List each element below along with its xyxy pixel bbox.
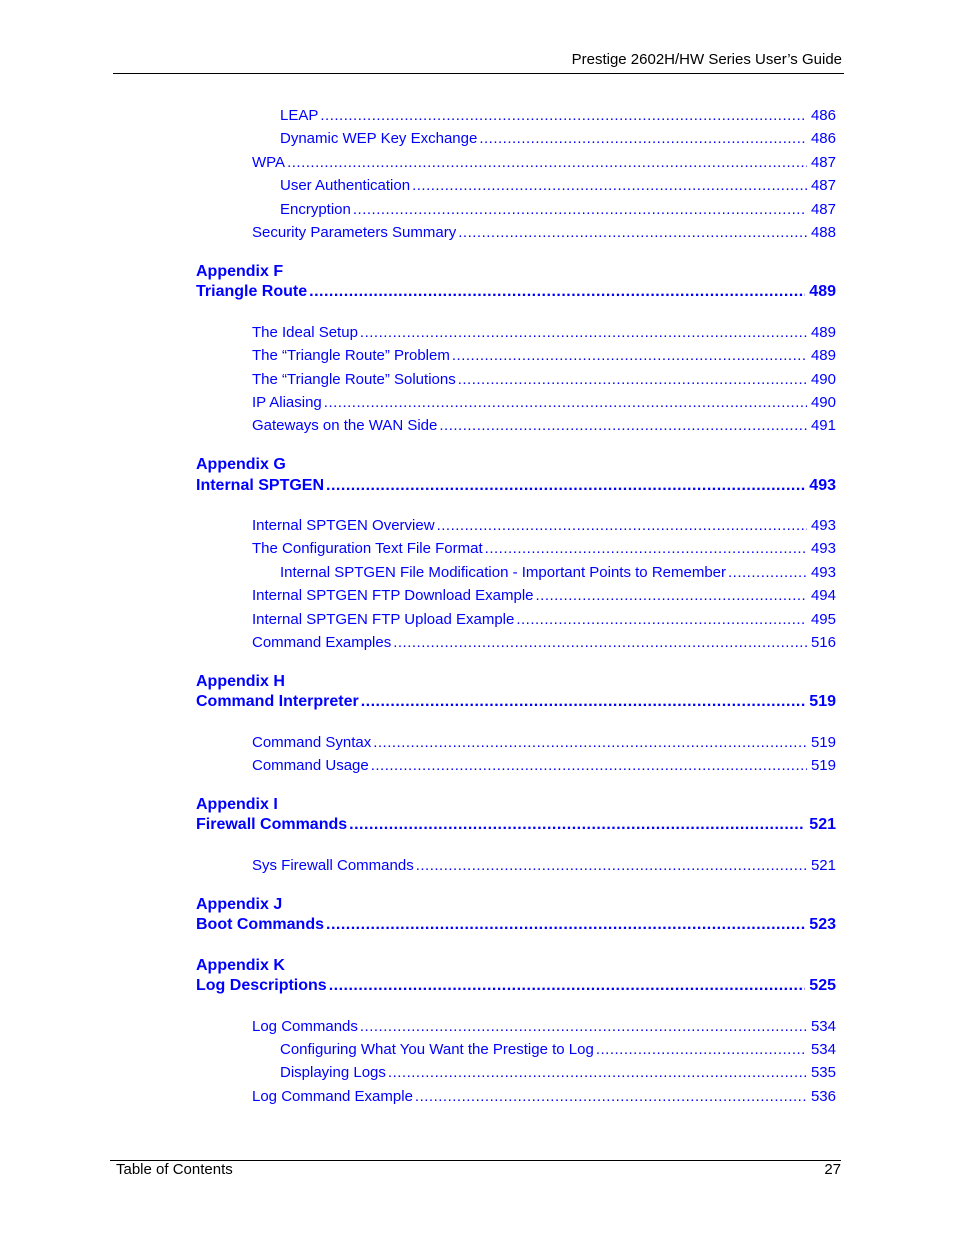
toc-entry-page: 519 bbox=[810, 757, 836, 774]
toc-entry-wpa[interactable] bbox=[252, 154, 836, 171]
appendix-h-label[interactable]: Appendix H bbox=[196, 673, 285, 690]
leader-dots bbox=[458, 371, 807, 388]
appendix-g-label[interactable]: Appendix G bbox=[196, 456, 286, 473]
toc-entry-title: Internal SPTGEN FTP Download Example bbox=[252, 587, 534, 604]
toc-entry-page: 491 bbox=[810, 417, 836, 434]
leader-dots bbox=[416, 857, 807, 874]
toc-entry-title: Internal SPTGEN Overview bbox=[252, 517, 435, 534]
leader-dots bbox=[479, 130, 807, 147]
toc-entry-title: Command Interpreter bbox=[196, 693, 359, 710]
toc-entry-sptgen-file-modification[interactable] bbox=[280, 564, 836, 581]
toc-entry-page: 488 bbox=[810, 224, 836, 241]
toc-entry-title: The Configuration Text File Format bbox=[252, 540, 483, 557]
leader-dots bbox=[516, 611, 807, 628]
toc-entry-page: 486 bbox=[810, 130, 836, 147]
toc-entry-title: User Authentication bbox=[280, 177, 411, 194]
toc-entry-page: 495 bbox=[810, 611, 836, 628]
toc-entry-page: 493 bbox=[810, 564, 836, 581]
toc-entry-encryption[interactable] bbox=[280, 201, 836, 218]
footer-page-number: 27 bbox=[824, 1161, 841, 1178]
leader-dots bbox=[360, 324, 807, 341]
leader-dots bbox=[596, 1041, 807, 1058]
toc-entry-ideal-setup[interactable] bbox=[252, 324, 836, 341]
leader-dots bbox=[458, 224, 807, 241]
toc-entry-page: 494 bbox=[810, 587, 836, 604]
toc-entry-page: 521 bbox=[809, 816, 836, 833]
toc-entry-page: 521 bbox=[810, 857, 836, 874]
toc-entry-title: LEAP bbox=[280, 107, 319, 124]
toc-entry-gateways-wan[interactable] bbox=[252, 417, 836, 434]
toc-entry-sys-firewall[interactable] bbox=[252, 857, 836, 874]
toc-entry-title: Internal SPTGEN File Modification - Important Points to Remember bbox=[280, 564, 727, 581]
toc-entry-title: Sys Firewall Commands bbox=[252, 857, 414, 874]
appendix-i-label[interactable]: Appendix I bbox=[196, 796, 278, 813]
toc-entry-page: 534 bbox=[810, 1018, 836, 1035]
toc-entry-user-authentication[interactable] bbox=[280, 177, 836, 194]
toc-entry-title: Security Parameters Summary bbox=[252, 224, 457, 241]
toc-entry-command-usage[interactable] bbox=[252, 757, 836, 774]
leader-dots bbox=[349, 816, 805, 834]
toc-entry-ftp-download[interactable] bbox=[252, 587, 836, 604]
toc-entry-title: Internal SPTGEN FTP Upload Example bbox=[252, 611, 515, 628]
toc-entry-page: 519 bbox=[810, 734, 836, 751]
toc-entry-ftp-upload[interactable] bbox=[252, 611, 836, 628]
toc-entry-page: 534 bbox=[810, 1041, 836, 1058]
toc-chapter-internal-sptgen[interactable] bbox=[196, 477, 836, 495]
toc-chapter-command-interpreter[interactable] bbox=[196, 693, 836, 711]
toc-entry-title: Command Examples bbox=[252, 634, 392, 651]
toc-entry-title: WPA bbox=[252, 154, 286, 171]
toc-entry-page: 487 bbox=[810, 201, 836, 218]
toc-entry-title: Displaying Logs bbox=[280, 1064, 386, 1081]
toc-entry-page: 535 bbox=[810, 1064, 836, 1081]
leader-dots bbox=[437, 517, 807, 534]
header-title: Prestige 2602H/HW Series User’s Guide bbox=[571, 51, 842, 68]
toc-entry-title: Dynamic WEP Key Exchange bbox=[280, 130, 478, 147]
toc-entry-page: 516 bbox=[810, 634, 836, 651]
toc-entry-title: The “Triangle Route” Solutions bbox=[252, 371, 456, 388]
toc-entry-title: Boot Commands bbox=[196, 916, 324, 933]
leader-dots bbox=[361, 693, 806, 711]
header-divider bbox=[113, 73, 844, 74]
leader-dots bbox=[485, 540, 807, 557]
toc-entry-page: 490 bbox=[810, 394, 836, 411]
leader-dots bbox=[309, 283, 805, 301]
leader-dots bbox=[728, 564, 807, 581]
toc-entry-triangle-problem[interactable] bbox=[252, 347, 836, 364]
toc-chapter-log-descriptions[interactable] bbox=[196, 977, 836, 995]
appendix-f-label[interactable]: Appendix F bbox=[196, 263, 284, 280]
toc-entry-sptgen-overview[interactable] bbox=[252, 517, 836, 534]
toc-chapter-firewall-commands[interactable] bbox=[196, 816, 836, 834]
leader-dots bbox=[439, 417, 807, 434]
toc-entry-title: Gateways on the WAN Side bbox=[252, 417, 438, 434]
toc-entry-ip-aliasing[interactable] bbox=[252, 394, 836, 411]
toc-chapter-boot-commands[interactable] bbox=[196, 916, 836, 934]
toc-entry-dynamic-wep[interactable] bbox=[280, 130, 836, 147]
toc-entry-page: 493 bbox=[809, 477, 836, 494]
leader-dots bbox=[371, 757, 807, 774]
toc-entry-command-syntax[interactable] bbox=[252, 734, 836, 751]
toc-entry-page: 486 bbox=[810, 107, 836, 124]
leader-dots bbox=[373, 734, 807, 751]
leader-dots bbox=[326, 916, 805, 934]
toc-entry-command-examples[interactable] bbox=[252, 634, 836, 651]
leader-dots bbox=[415, 1088, 807, 1105]
toc-entry-title: IP Aliasing bbox=[252, 394, 322, 411]
toc-chapter-triangle-route[interactable] bbox=[196, 283, 836, 301]
toc-entry-configuring-log[interactable] bbox=[280, 1041, 836, 1058]
leader-dots bbox=[353, 201, 807, 218]
toc-entry-title: Log Command Example bbox=[252, 1088, 413, 1105]
leader-dots bbox=[320, 107, 807, 124]
toc-entry-page: 487 bbox=[810, 177, 836, 194]
leader-dots bbox=[388, 1064, 807, 1081]
toc-entry-page: 525 bbox=[809, 977, 836, 994]
toc-entry-title: Firewall Commands bbox=[196, 816, 348, 833]
toc-entry-page: 523 bbox=[809, 916, 836, 933]
footer-section-title: Table of Contents bbox=[116, 1161, 233, 1178]
leader-dots bbox=[360, 1018, 807, 1035]
leader-dots bbox=[329, 977, 806, 995]
toc-entry-log-commands[interactable] bbox=[252, 1018, 836, 1035]
leader-dots bbox=[324, 394, 807, 411]
toc-entry-page: 489 bbox=[810, 324, 836, 341]
toc-entry-title: Log Commands bbox=[252, 1018, 358, 1035]
toc-entry-leap[interactable] bbox=[280, 107, 836, 124]
toc-entry-title: Internal SPTGEN bbox=[196, 477, 325, 494]
appendix-k-label[interactable]: Appendix K bbox=[196, 957, 285, 974]
appendix-j-label[interactable]: Appendix J bbox=[196, 896, 283, 913]
toc-entry-page: 489 bbox=[809, 283, 836, 300]
toc-entry-page: 493 bbox=[810, 540, 836, 557]
toc-entry-page: 487 bbox=[810, 154, 836, 171]
toc-entry-config-text-format[interactable] bbox=[252, 540, 836, 557]
toc-entry-title: The “Triangle Route” Problem bbox=[252, 347, 450, 364]
toc-entry-page: 493 bbox=[810, 517, 836, 534]
leader-dots bbox=[412, 177, 807, 194]
toc-entry-page: 536 bbox=[810, 1088, 836, 1105]
toc-entry-title: Configuring What You Want the Prestige to Log bbox=[280, 1041, 594, 1058]
leader-dots bbox=[393, 634, 807, 651]
toc-entry-title: The Ideal Setup bbox=[252, 324, 358, 341]
leader-dots bbox=[287, 154, 807, 171]
toc-entry-log-command-example[interactable] bbox=[252, 1088, 836, 1105]
toc-entry-title: Triangle Route bbox=[196, 283, 308, 300]
toc-entry-page: 519 bbox=[809, 693, 836, 710]
toc-entry-title: Command Usage bbox=[252, 757, 369, 774]
toc-entry-page: 490 bbox=[810, 371, 836, 388]
toc-entry-title: Log Descriptions bbox=[196, 977, 327, 994]
toc-entry-security-parameters[interactable] bbox=[252, 224, 836, 241]
toc-entry-triangle-solutions[interactable] bbox=[252, 371, 836, 388]
leader-dots bbox=[326, 477, 805, 495]
toc-entry-title: Encryption bbox=[280, 201, 351, 218]
toc-entry-title: Command Syntax bbox=[252, 734, 372, 751]
toc-entry-displaying-logs[interactable] bbox=[280, 1064, 836, 1081]
toc-entry-page: 489 bbox=[810, 347, 836, 364]
leader-dots bbox=[536, 587, 807, 604]
leader-dots bbox=[452, 347, 807, 364]
